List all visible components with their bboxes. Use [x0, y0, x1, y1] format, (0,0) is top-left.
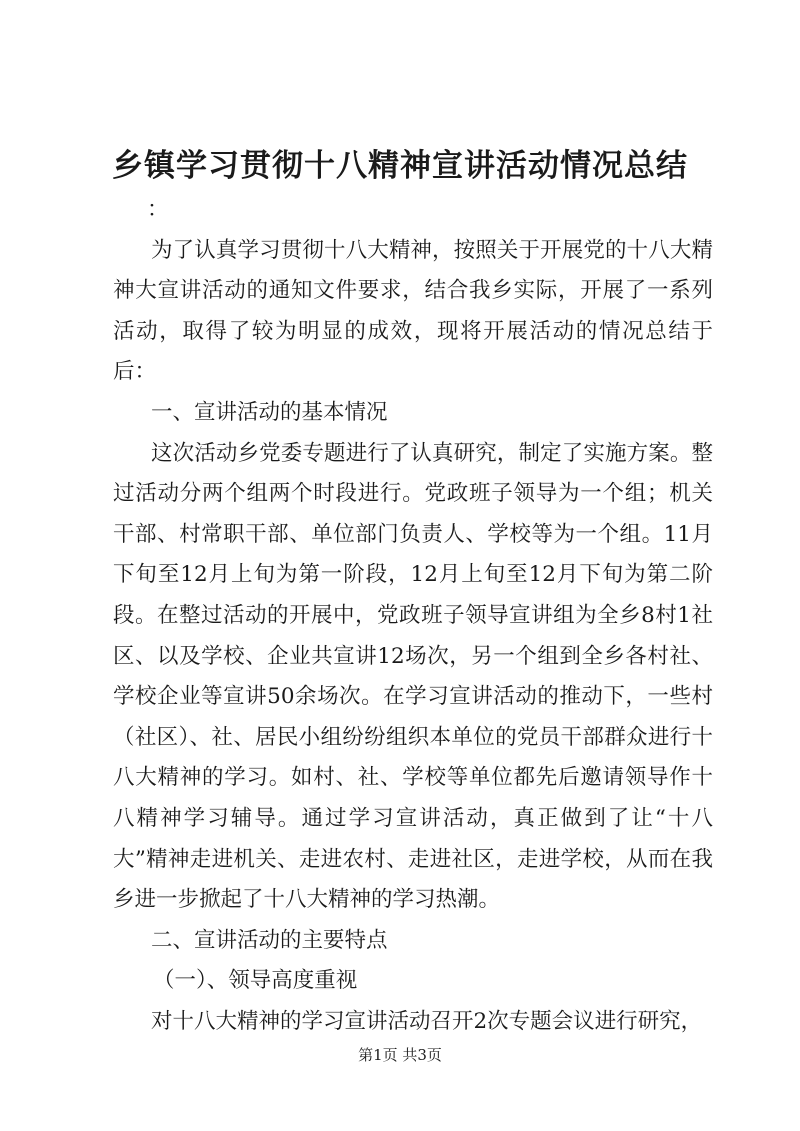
section-heading-main-features: 二、宣讲活动的主要特点 — [151, 927, 388, 953]
leadership-paragraph: 对十八大精神的学习宣讲活动召开2次专题会议进行研究， — [151, 1008, 703, 1034]
colon-line: ： — [147, 197, 169, 222]
subsection-heading-leadership: （一）、领导高度重视 — [153, 968, 358, 994]
basic-situation-paragraph: 这次活动乡党委专题进行了认真研究，制定了实施方案。整过活动分两个组两个时段进行。党政班子领导为一个组；机关干部、村常职干部、单位部门负责人、学校等为一个组。11月下旬至12月上旬为第一阶段，12月上旬至12月下旬为第二阶段。在整过活动的开展中，党政班子领导宣讲组为全乡8村1社区、以及学校、企业共宣讲12场次，另一个组到全乡各村社、学校企业等宣讲50余场次。在学习宣讲活动的推动下，一些村（社区）、社、居民小组纷纷组织本单位的党员干部群众进行十八大精神的学习。如村、社、学校等单位都先后邀请领导作十八精神学习辅导。通过学习宣讲活动，真正做到了让“十八大”精神走进机关、走进农村、走进社区，走进学校，从而在我乡进一步掀起了十八大精神的学习热潮。 — [113, 440, 713, 913]
intro-paragraph: 为了认真学习贯彻十八大精神，按照关于开展党的十八大精神大宣讲活动的通知文件要求，结合我乡实际，开展了一系列活动，取得了较为明显的成效，现将开展活动的情况总结于后： — [113, 237, 713, 385]
page-number-footer: 第1页 共3页 — [358, 1046, 442, 1064]
document-title: 乡镇学习贯彻十八精神宣讲活动情况总结 — [112, 148, 688, 184]
document-body — [113, 190, 713, 1042]
section-heading-basic-situation: 一、宣讲活动的基本情况 — [151, 399, 388, 425]
